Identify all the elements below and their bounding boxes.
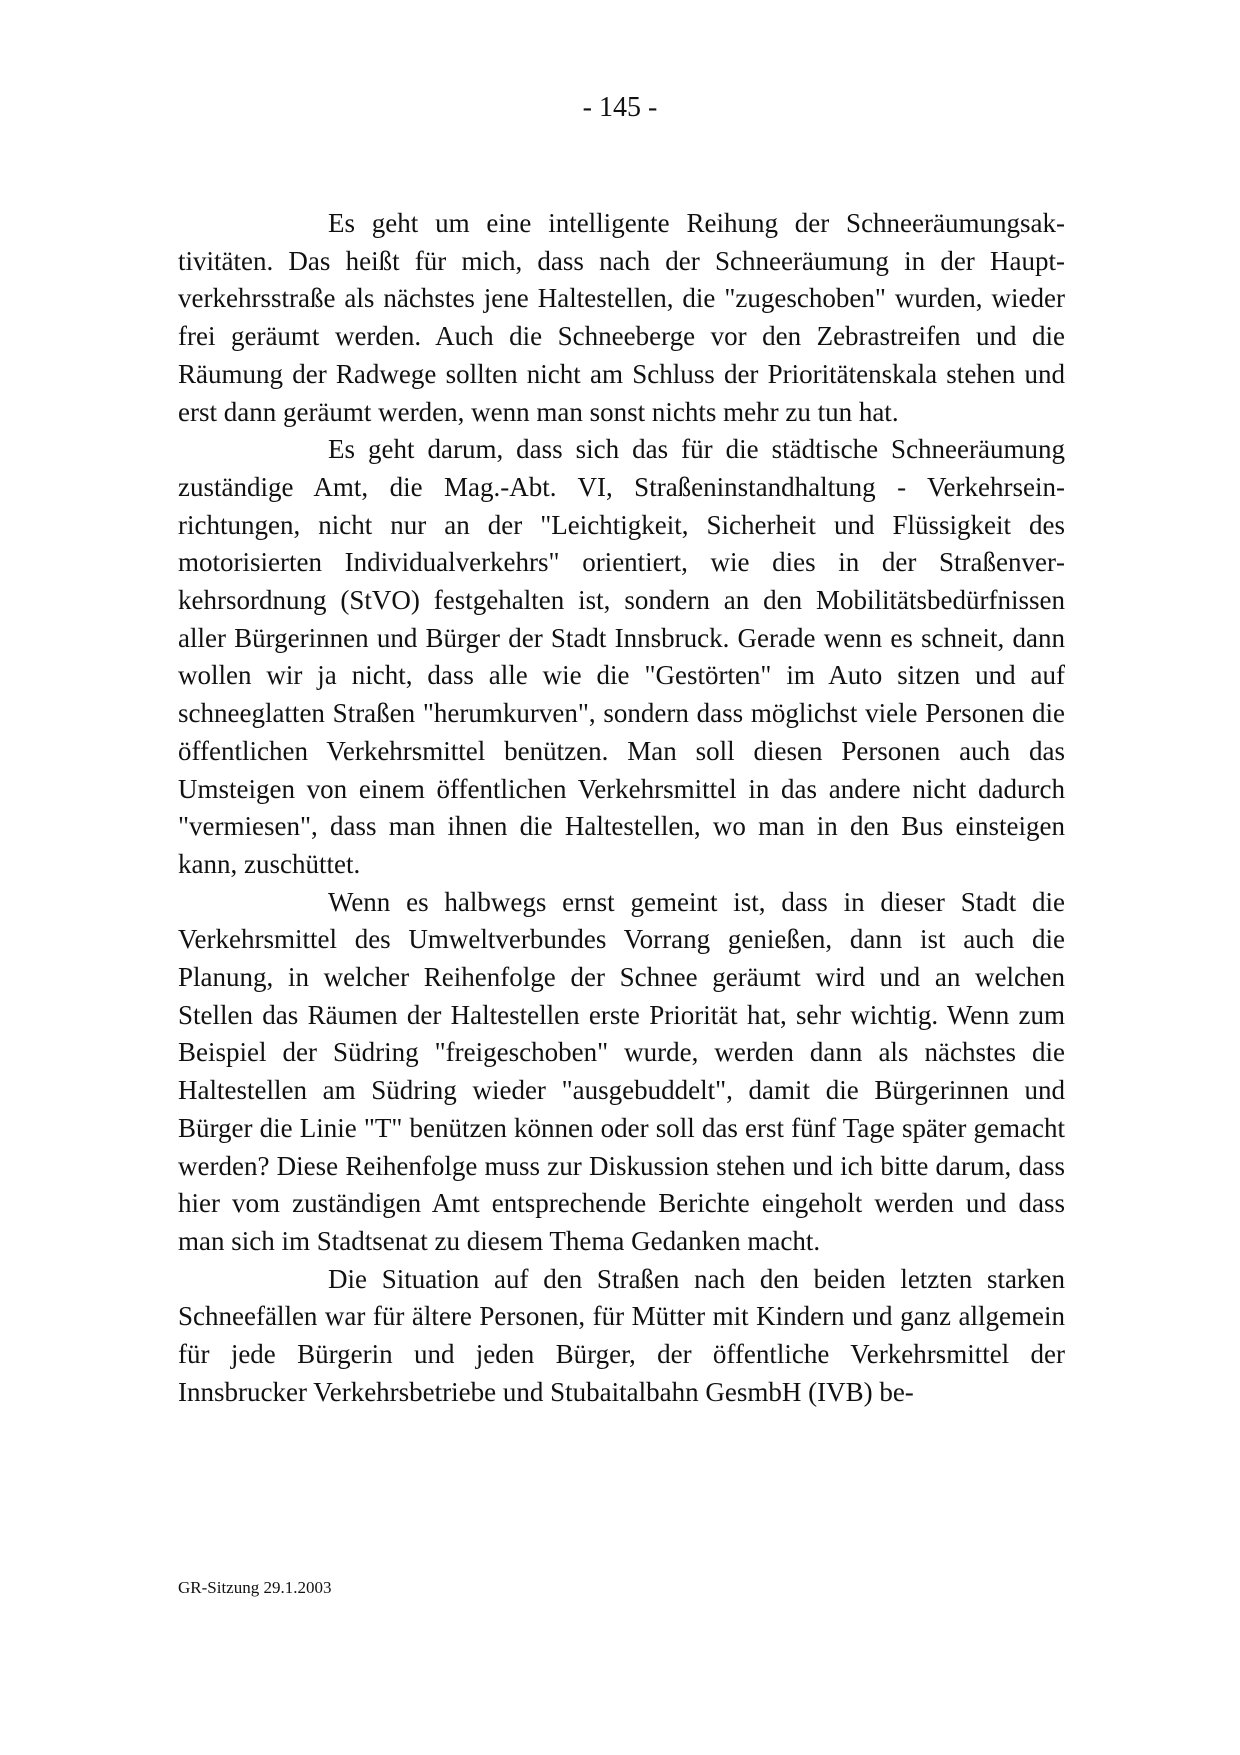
paragraph: Es geht um eine intelligente Reihung der Schneeräumungsaktivitäten. Das heißt für mich, dass nach der Schneeräumung in der Hauptverkehrsstraße als nächstes jene Haltestellen, die "zugeschoben" wurden, wieder frei geräumt werden. Auch die Schneeberge vor den Zebrastreifen und die Räumung der Radwege sollten nicht am Schluss der Prioritätenskala stehen und erst dann geräumt werden, wenn man sonst nichts mehr zu tun hat. [178, 208, 1065, 427]
footer-session-date: GR-Sitzung 29.1.2003 [178, 1578, 332, 1597]
paragraph: Die Situation auf den Straßen nach den beiden letzten starken Schneefällen war für ältere Personen, für Mütter mit Kindern und ganz allgemein für jede Bürgerin und jeden Bürger, der öffentliche Verkehrsmittel der Innsbrucker Verkehrsbetriebe und Stubaitalbahn GesmbH (IVB) be- [178, 1263, 1065, 1407]
page-number: - 145 - [582, 92, 658, 123]
paragraph: Wenn es halbwegs ernst gemeint ist, dass in dieser Stadt die Verkehrsmittel des Umweltverbundes Vorrang genießen, dann ist auch die Planung, in welcher Reihenfolge der Schnee geräumt wird und an welchen Stellen das Räumen der Haltestellen erste Priorität hat, sehr wichtig. Wenn zum Beispiel der Südring "freigeschoben" wurde, werden dann als nächstes die Haltestellen am Südring wieder "ausgebuddelt", damit die Bürgerinnen und Bürger die Linie "T" benützen können oder soll das erst fünf Tage später gemacht werden? Diese Reihenfolge muss zur Diskussion stehen und ich bitte darum, dass hier vom zuständigen Amt entsprechende Berichte eingeholt werden und dass man sich im Stadtsenat zu diesem Thema Gedanken macht. [178, 886, 1065, 1256]
body-text [178, 205, 1065, 1412]
paragraph: Es geht darum, dass sich das für die städtische Schneeräumung zuständige Amt, die Mag.-Abt. VI, Straßeninstandhaltung - Verkehrseinrichtungen, nicht nur an der "Leichtigkeit, Sicherheit und Flüssigkeit des motorisierten Individualverkehrs" orientiert, wie dies in der Straßenverkehrsordnung (StVO) festgehalten ist, sondern an den Mobilitätsbedürfnissen aller Bürgerinnen und Bürger der Stadt Innsbruck. Gerade wenn es schneit, dann wollen wir ja nicht, dass alle wie die "Gestörten" im Auto sitzen und auf schneeglatten Straßen "herumkurven", sondern dass möglichst viele Personen die öffentlichen Verkehrsmittel benützen. Man soll diesen Personen auch das Umsteigen von einem öffentlichen Verkehrsmittel in das andere nicht dadurch "vermiesen", dass man ihnen die Haltestellen, wo man in den Bus einsteigen kann, zuschüttet. [178, 434, 1065, 879]
